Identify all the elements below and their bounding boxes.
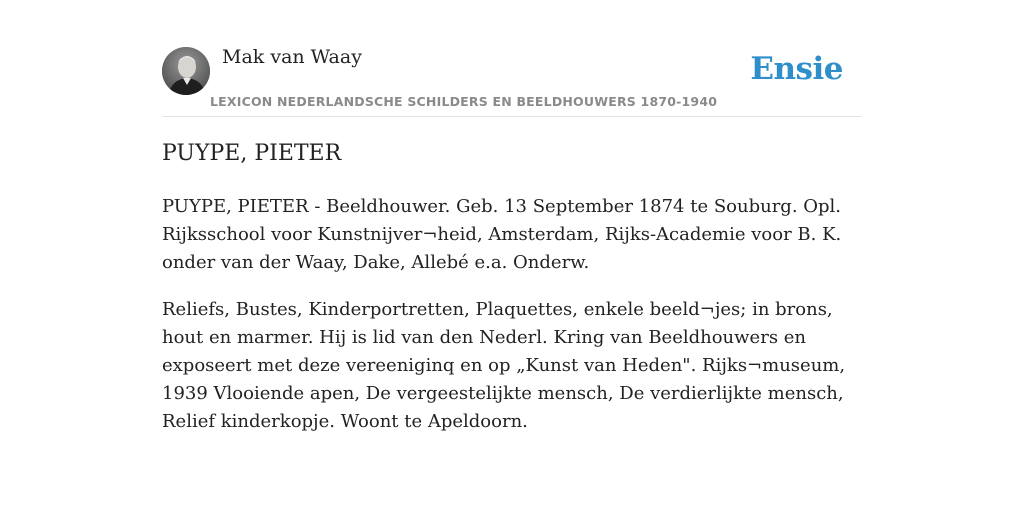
article-paragraph: Reliefs, Bustes, Kinderportretten, Plaquettes, enkele beeld¬jes; in brons, hout en marmer. Hij is lid van den Nederl. Kring van Beeldhouwers en exposeert met deze vereeniginq en op „Kunst van Heden". Rijks¬museum, 1939 Vlooiende apen, De vergeestelijkte mensch, De verdierlijkte mensch, Relief kinderkopje. Woont te Apeldoorn. — [162, 299, 846, 432]
article-body — [162, 193, 874, 455]
author-portrait-icon — [162, 47, 210, 95]
author-avatar[interactable] — [162, 47, 210, 95]
author-name[interactable]: Mak van Waay — [222, 46, 362, 68]
header — [162, 0, 862, 117]
article-title: PUYPE, PIETER — [162, 141, 342, 166]
article-paragraph: PUYPE, PIETER - Beeldhouwer. Geb. 13 September 1874 te Souburg. Opl. Rijksschool voor Kunstnijver¬heid, Amsterdam, Rijks-Academie voor B. K. onder van der Waay, Dake, Allebé e.a. Onderw. — [162, 196, 842, 273]
page — [162, 0, 862, 512]
lexicon-name[interactable]: LEXICON NEDERLANDSCHE SCHILDERS EN BEELDHOUWERS 1870-1940 — [210, 94, 718, 109]
ensie-logo[interactable]: Ensie — [750, 51, 843, 87]
